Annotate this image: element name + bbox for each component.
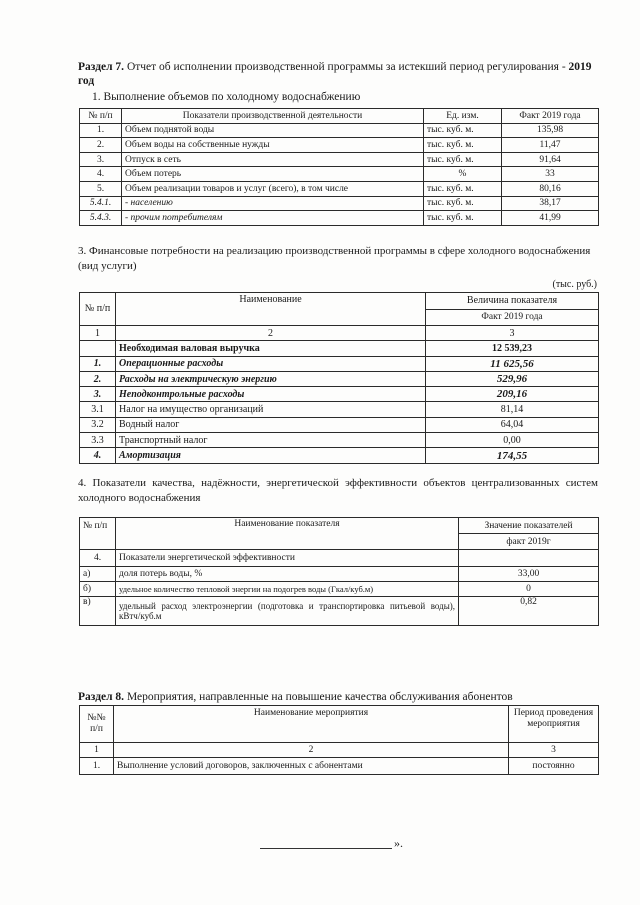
cell-name: Объем воды на собственные нужды bbox=[122, 138, 424, 153]
cell-unit: тыс. куб. м. bbox=[424, 211, 502, 226]
col-number: 1 bbox=[80, 326, 116, 341]
cell-name: Налог на имущество организаций bbox=[116, 402, 426, 417]
cell-unit: % bbox=[424, 167, 502, 182]
cell-value: 33,00 bbox=[459, 567, 599, 582]
cell-name: Расходы на электрическую энергию bbox=[116, 371, 426, 386]
col-header-num: №№ п/п bbox=[80, 706, 114, 743]
col-header-name: Наименование показателя bbox=[116, 518, 459, 550]
cell-num: 3.2 bbox=[80, 417, 116, 432]
cell-value: 0,00 bbox=[426, 433, 599, 448]
cell-value: 12 539,23 bbox=[426, 341, 599, 356]
col-number: 3 bbox=[509, 743, 599, 758]
units-note: (тыс. руб.) bbox=[552, 279, 597, 290]
cell-value: 11 625,56 bbox=[426, 356, 599, 371]
cell-num: 4. bbox=[80, 167, 122, 182]
cell-name: удельный расход электроэнергии (подготовка и транспортировка питьевой воды), кВтч/куб.м bbox=[116, 597, 459, 626]
table-row bbox=[80, 181, 599, 196]
signature-line bbox=[260, 848, 392, 849]
section8-title: Мероприятия, направленные на повышение качества обслуживания абонентов bbox=[124, 691, 513, 703]
cell-value bbox=[459, 550, 599, 567]
col-header-name: Наименование bbox=[116, 293, 426, 326]
cell-value: 0,82 bbox=[459, 597, 599, 626]
cell-unit: тыс. куб. м. bbox=[424, 138, 502, 153]
col-header-name: Наименование мероприятия bbox=[114, 706, 509, 743]
cell-name: доля потерь воды, % bbox=[116, 567, 459, 582]
cell-name: Неподконтрольные расходы bbox=[116, 387, 426, 402]
cell-num: 3.3 bbox=[80, 433, 116, 448]
section7-title: Отчет об исполнении производственной программы за истекший период регулирования - bbox=[124, 61, 566, 73]
table-row bbox=[80, 582, 599, 597]
customer-service-measures-table bbox=[79, 705, 599, 775]
table-row bbox=[80, 433, 599, 448]
section8-heading bbox=[78, 690, 513, 704]
table-row bbox=[80, 417, 599, 432]
cell-num: 1. bbox=[80, 356, 116, 371]
cell-value: 41,99 bbox=[502, 211, 599, 226]
cell-name: Необходимая валовая выручка bbox=[116, 341, 426, 356]
cell-num: 5. bbox=[80, 181, 122, 196]
table-row bbox=[80, 567, 599, 582]
table-row bbox=[80, 211, 599, 226]
cell-name: - прочим потребителям bbox=[122, 211, 424, 226]
cell-value: 0 bbox=[459, 582, 599, 597]
section7-label: Раздел 7. bbox=[78, 61, 125, 73]
section7-subheading: 1. Выполнение объемов по холодному водоснабжению bbox=[92, 91, 361, 103]
table-row bbox=[80, 167, 599, 182]
col-header-value: Значение показателей bbox=[459, 518, 599, 534]
cell-num: 4. bbox=[80, 448, 116, 463]
table-row bbox=[80, 758, 599, 775]
cell-num: 5.4.1. bbox=[80, 196, 122, 211]
table-row bbox=[80, 550, 599, 567]
cell-unit: тыс. куб. м. bbox=[424, 181, 502, 196]
column-number-row bbox=[80, 326, 599, 341]
col-header-name: Показатели производственной деятельности bbox=[122, 109, 424, 124]
cell-value: 64,04 bbox=[426, 417, 599, 432]
cell-num: б) bbox=[80, 582, 116, 597]
section8-label: Раздел 8. bbox=[78, 691, 125, 703]
cell-name: Объем поднятой воды bbox=[122, 123, 424, 138]
table-row bbox=[80, 597, 599, 626]
table-header-row bbox=[80, 706, 599, 743]
cell-num: 1. bbox=[80, 123, 122, 138]
cell-value: 11,47 bbox=[502, 138, 599, 153]
cell-num: 3. bbox=[80, 152, 122, 167]
table-header-row bbox=[80, 109, 599, 124]
col-header-value: Величина показателя bbox=[426, 293, 599, 310]
cell-value: 529,96 bbox=[426, 371, 599, 386]
cell-unit: тыс. куб. м. bbox=[424, 196, 502, 211]
cell-num: 3. bbox=[80, 387, 116, 402]
cell-name: Операционные расходы bbox=[116, 356, 426, 371]
col-header-fact: Факт 2019 года bbox=[502, 109, 599, 124]
cell-value: 33 bbox=[502, 167, 599, 182]
col-number: 2 bbox=[116, 326, 426, 341]
cell-name: Показатели энергетической эффективности bbox=[116, 550, 459, 567]
table-header-row bbox=[80, 518, 599, 534]
cell-name: Транспортный налог bbox=[116, 433, 426, 448]
financial-needs-table bbox=[79, 292, 599, 464]
table-row bbox=[80, 387, 599, 402]
col-header-unit: Ед. изм. bbox=[424, 109, 502, 124]
cell-num: 2. bbox=[80, 138, 122, 153]
cell-num: в) bbox=[80, 597, 116, 626]
cell-name: Объем потерь bbox=[122, 167, 424, 182]
cell-period: постоянно bbox=[509, 758, 599, 775]
section7-heading bbox=[78, 60, 598, 88]
table-row bbox=[80, 152, 599, 167]
cell-value: 38,17 bbox=[502, 196, 599, 211]
cell-num: 2. bbox=[80, 371, 116, 386]
col-header-num: № п/п bbox=[80, 518, 116, 550]
table-row bbox=[80, 138, 599, 153]
cell-name: удельное количество тепловой энергии на подогрев воды (Гкал/куб.м) bbox=[116, 582, 459, 597]
section3-heading: 3. Финансовые потребности на реализацию производственной программы в сфере холодного водоснабжения (вид услуги) bbox=[78, 245, 591, 272]
table-row bbox=[80, 123, 599, 138]
table-row bbox=[80, 448, 599, 463]
cell-value: 135,98 bbox=[502, 123, 599, 138]
cell-num: а) bbox=[80, 567, 116, 582]
table-row bbox=[80, 356, 599, 371]
table-header-row bbox=[80, 293, 599, 310]
cell-num: 4. bbox=[80, 550, 116, 567]
table-row bbox=[80, 402, 599, 417]
col-number: 1 bbox=[80, 743, 114, 758]
cell-name: Отпуск в сеть bbox=[122, 152, 424, 167]
cell-name: - населению bbox=[122, 196, 424, 211]
cell-name: Водный налог bbox=[116, 417, 426, 432]
cell-num: 1. bbox=[80, 758, 114, 775]
efficiency-indicators-table bbox=[79, 517, 599, 626]
cell-value: 81,14 bbox=[426, 402, 599, 417]
cell-num: 3.1 bbox=[80, 402, 116, 417]
col-header-fact: Факт 2019 года bbox=[426, 309, 599, 326]
col-number: 2 bbox=[114, 743, 509, 758]
cell-unit: тыс. куб. м. bbox=[424, 123, 502, 138]
cell-value: 174,55 bbox=[426, 448, 599, 463]
water-volumes-table bbox=[79, 108, 599, 226]
table-row bbox=[80, 196, 599, 211]
section4-heading: 4. Показатели качества, надёжности, энергетической эффективности объектов централизованных систем холодного водоснабжения bbox=[78, 477, 598, 504]
cell-num: 5.4.3. bbox=[80, 211, 122, 226]
cell-name: Амортизация bbox=[116, 448, 426, 463]
col-header-num: № п/п bbox=[80, 293, 116, 326]
cell-num bbox=[80, 341, 116, 356]
cell-value: 80,16 bbox=[502, 181, 599, 196]
column-number-row bbox=[80, 743, 599, 758]
col-number: 3 bbox=[426, 326, 599, 341]
col-header-fact: факт 2019г bbox=[459, 534, 599, 550]
table-row bbox=[80, 371, 599, 386]
col-header-period: Период проведения мероприятия bbox=[509, 706, 599, 743]
cell-name: Объем реализации товаров и услуг (всего), в том числе bbox=[122, 181, 424, 196]
cell-name: Выполнение условий договоров, заключенных с абонентами bbox=[114, 758, 509, 775]
table-row bbox=[80, 341, 599, 356]
cell-unit: тыс. куб. м. bbox=[424, 152, 502, 167]
closing-quote: ». bbox=[394, 836, 403, 850]
cell-value: 91,64 bbox=[502, 152, 599, 167]
section7-year: 2019 год bbox=[78, 61, 592, 87]
col-header-num: № п/п bbox=[80, 109, 122, 124]
cell-value: 209,16 bbox=[426, 387, 599, 402]
